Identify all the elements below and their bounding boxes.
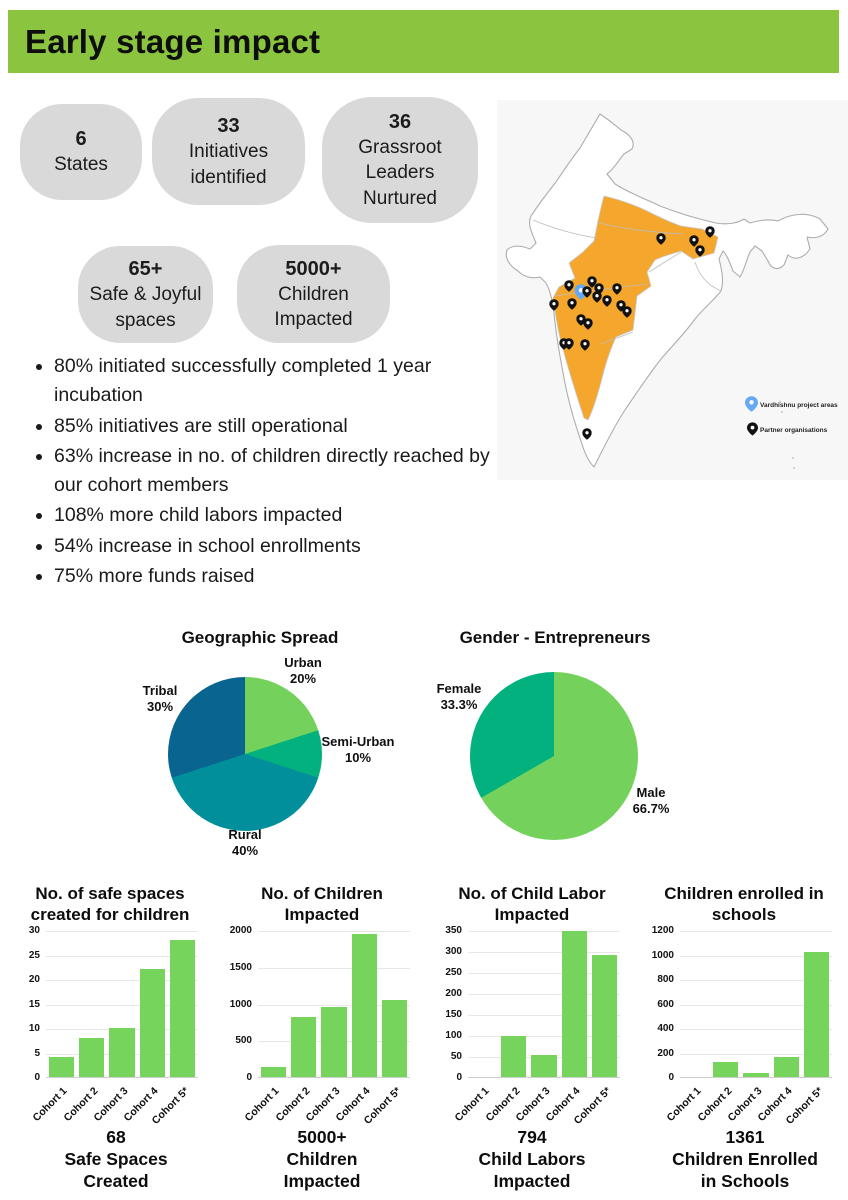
bullet-item: • 75% more funds raised [54, 562, 492, 591]
x-axis-label: Cohort 1 [30, 1085, 70, 1125]
x-axis-label: Cohort 5* [783, 1085, 826, 1127]
legend-label-partner-orgs: Partner organisations [760, 427, 828, 434]
y-axis [644, 925, 676, 1083]
summary-label-line: Created [83, 1171, 149, 1192]
x-axis-label: Cohort 1 [664, 1085, 704, 1125]
x-axis-label: Cohort 2 [695, 1085, 735, 1125]
stat-bubble-initiatives [152, 98, 305, 205]
summary-child-labors [432, 1126, 632, 1192]
y-axis-tick: 500 [235, 1035, 252, 1047]
bar [79, 1038, 104, 1077]
y-axis-tick: 800 [657, 974, 674, 985]
stat-value: 36 [388, 111, 412, 134]
summary-children-impacted [222, 1126, 422, 1192]
bar [382, 1000, 407, 1077]
summary-value: 794 [517, 1127, 547, 1147]
x-axis-label: Cohort 1 [452, 1085, 492, 1125]
bar-chart-child-labor [432, 882, 632, 1134]
bar-chart-title: No. of safe spaces created for children [30, 884, 190, 924]
islands [779, 401, 795, 469]
bullet-item: • 108% more child labors impacted [54, 501, 492, 530]
pie-slice-label: Rural 40% [228, 827, 262, 858]
y-axis-tick: 20 [28, 974, 40, 985]
india-outline [506, 114, 828, 467]
y-axis-tick: 100 [445, 1030, 462, 1041]
stat-value: 65+ [128, 258, 163, 281]
bar [109, 1028, 134, 1077]
y-axis-tick: 150 [445, 1009, 462, 1020]
y-axis-tick: 1000 [651, 949, 674, 961]
pie-slice-label: Female 33.3% [436, 681, 482, 712]
gridline [46, 931, 198, 932]
pie-chart-gender-entrepreneurs [420, 628, 720, 873]
x-axis-label: Cohort 4 [543, 1085, 583, 1125]
summary-label-line: Children [286, 1149, 358, 1170]
stat-value: 33 [217, 115, 240, 138]
pie-slice-label: Male 66.7% [632, 785, 670, 816]
x-axis-label: Cohort 1 [242, 1085, 282, 1125]
map-legend [745, 396, 838, 435]
stat-label: Initiatives identified [188, 141, 269, 188]
summary-label-line: in Schools [700, 1171, 790, 1192]
pie-slice-label: Semi-Urban 10% [321, 734, 395, 765]
pie-title: Geographic Spread [181, 628, 339, 647]
legend-label-project-areas: Vardhishnu project areas [760, 402, 838, 409]
y-axis-tick: 1500 [229, 961, 252, 973]
y-axis-tick: 200 [657, 1047, 674, 1059]
stat-bubble-children [237, 245, 390, 343]
pie-slice-label: Tribal 30% [142, 683, 178, 714]
x-axis-label: Cohort 2 [483, 1085, 523, 1125]
stat-label: Grassroot Leaders Nurtured [358, 137, 442, 209]
bullet-item: • 80% initiated successfully completed 1 year incubation [54, 352, 492, 411]
india-map [497, 100, 848, 480]
bar [352, 934, 377, 1077]
y-axis-tick: 600 [657, 998, 674, 1010]
summary-label-line: Safe Spaces [64, 1149, 168, 1170]
y-axis-tick: 50 [450, 1051, 462, 1062]
bar-chart-title: No. of Children Impacted [261, 884, 383, 924]
bar-chart-children-impacted [222, 882, 422, 1134]
bar [170, 940, 195, 1077]
summary-label-line: Children Enrolled [672, 1149, 818, 1170]
y-axis-tick: 25 [28, 949, 40, 961]
pie-chart-geographic-spread [120, 628, 410, 873]
bar [49, 1057, 74, 1077]
y-axis [222, 925, 254, 1083]
y-axis-tick: 0 [34, 1072, 40, 1083]
y-axis-tick: 400 [657, 1023, 674, 1034]
pie-title: Gender - Entrepreneurs [459, 628, 651, 647]
gridline [258, 931, 410, 932]
y-axis [10, 925, 42, 1083]
bar [774, 1057, 799, 1077]
project-area-pin-icon [745, 396, 758, 412]
bar [743, 1073, 768, 1077]
stat-label: Safe & Joyful spaces [89, 284, 202, 331]
x-axis-label: Cohort 3 [513, 1085, 553, 1125]
y-axis-tick: 1000 [229, 998, 252, 1010]
x-axis-label: Cohort 3 [725, 1085, 765, 1125]
bar [501, 1036, 526, 1077]
y-axis-tick: 5 [34, 1047, 40, 1059]
bullet-item: • 54% increase in school enrollments [54, 532, 492, 561]
bar [562, 931, 587, 1077]
y-axis-tick: 0 [668, 1072, 674, 1083]
stat-value: 6 [75, 128, 87, 151]
y-axis-tick: 1200 [651, 925, 674, 936]
partner-org-pin-icon [747, 422, 758, 435]
stat-bubble-states [20, 104, 142, 200]
gridline [258, 968, 410, 969]
x-axis-label: Cohort 4 [333, 1085, 373, 1125]
summary-value: 5000+ [297, 1127, 347, 1147]
bar-chart-school-enrollment [644, 882, 844, 1134]
x-axis-label: Cohort 5* [149, 1085, 192, 1127]
y-axis-tick: 350 [445, 925, 462, 936]
bar-chart-title: Children enrolled in schools [664, 884, 824, 924]
bar [140, 969, 165, 1077]
x-axis-label: Cohort 4 [121, 1085, 161, 1125]
y-axis [432, 925, 464, 1083]
bar-chart-safe-spaces [10, 882, 210, 1134]
bullet-item: • 63% increase in no. of children directly reached by our cohort members [54, 442, 492, 501]
bar [531, 1055, 556, 1077]
bullet-item: • 85% initiatives are still operational [54, 412, 492, 441]
bar [261, 1067, 286, 1077]
y-axis-tick: 250 [445, 967, 462, 978]
india-map-panel [497, 100, 848, 480]
stat-value: 5000+ [285, 257, 342, 280]
x-axis-label: Cohort 4 [755, 1085, 795, 1125]
bar [804, 952, 829, 1077]
gridline [468, 931, 620, 932]
y-axis-tick: 2000 [229, 925, 252, 936]
bar [713, 1062, 738, 1077]
summary-children-enrolled [645, 1126, 845, 1192]
stat-label: States [54, 154, 108, 176]
gridline [468, 952, 620, 953]
x-axis-label: Cohort 3 [303, 1085, 343, 1125]
summary-value: 68 [106, 1127, 126, 1147]
y-axis-tick: 30 [28, 925, 40, 936]
bar-chart-title: No. of Child Labor Impacted [458, 884, 606, 924]
summary-label-line: Child Labors [478, 1149, 586, 1170]
stat-bubble-safe-spaces [78, 246, 213, 343]
stat-bubble-leaders [322, 97, 478, 223]
bar [592, 955, 617, 1077]
x-axis-label: Cohort 5* [571, 1085, 614, 1127]
y-axis-tick: 0 [456, 1072, 462, 1083]
stat-label: Children Impacted [274, 283, 353, 330]
gridline [680, 931, 832, 932]
pie-slice-label: Urban 20% [284, 655, 322, 686]
y-axis-tick: 200 [445, 988, 462, 999]
summary-value: 1361 [725, 1127, 765, 1147]
x-axis-label: Cohort 5* [361, 1085, 404, 1127]
y-axis-tick: 0 [246, 1072, 252, 1083]
impact-bullet-list [30, 352, 492, 592]
x-axis-label: Cohort 2 [273, 1085, 313, 1125]
page-title: Early stage impact [25, 22, 321, 60]
x-axis-label: Cohort 2 [61, 1085, 101, 1125]
header-banner [8, 10, 839, 73]
y-axis-tick: 300 [445, 946, 462, 957]
summary-label-line: Impacted [283, 1171, 361, 1192]
y-axis-tick: 10 [28, 1023, 40, 1034]
x-axis-label: Cohort 3 [91, 1085, 131, 1125]
y-axis-tick: 15 [28, 998, 40, 1010]
bar [291, 1017, 316, 1077]
summary-label-line: Impacted [493, 1171, 571, 1192]
bar [321, 1007, 346, 1077]
summary-safe-spaces [16, 1126, 216, 1192]
